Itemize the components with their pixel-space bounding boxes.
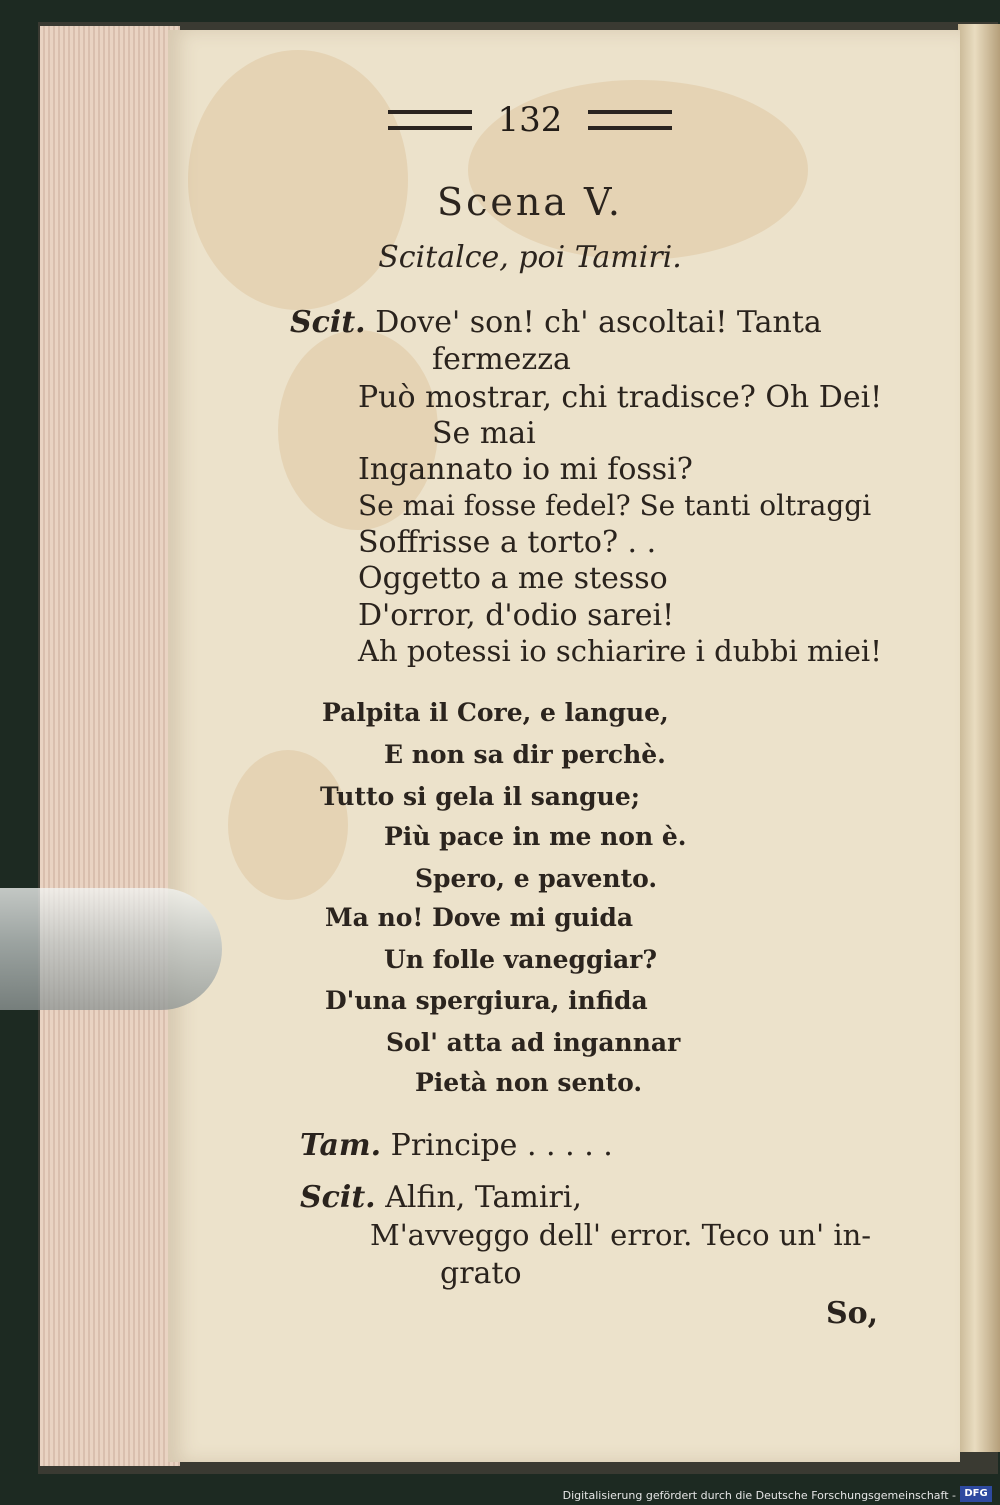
aria-line: Spero, e pavento. [415,864,658,893]
aria-line: E non sa dir perchè. [384,740,666,769]
line-text: Principe . . . . . [390,1128,613,1163]
aria-line: Palpita il Core, e langue, [322,698,669,727]
catchword: So, [826,1296,879,1331]
page-holder-ruler [0,888,222,1010]
aria-line: Pietà non sento. [415,1068,643,1097]
text-line: Oggetto a me stesso [358,561,668,596]
text-line: Soffrisse a torto? . . [358,525,657,560]
text-line [300,1180,582,1215]
aria-line: Sol' atta ad ingannar [386,1028,681,1057]
aria-line: Ma no! Dove mi guida [325,903,634,932]
text-line: Se mai fosse fedel? Se tanti oltraggi [358,489,872,522]
header-rule-right [588,110,672,130]
aria-line: D'una spergiura, infida [325,986,648,1015]
line-text: Dove' son! ch' ascoltai! Tanta [375,305,822,340]
text-line: D'orror, d'odio sarei! [358,598,675,633]
page-header [290,100,770,140]
text-line: Ah potessi io schiarire i dubbi miei! [358,634,882,668]
scene-title: Scena V. [437,180,623,224]
text-line: Può mostrar, chi tradisce? Oh Dei! [358,380,883,415]
text-line: M'avveggo dell' error. Teco un' in- [370,1218,872,1252]
paper-stain [228,750,348,900]
aria-line: Più pace in me non è. [384,822,687,851]
speaker-label: Tam. [300,1128,382,1163]
speaker-label: Scit. [290,305,366,340]
aria-line: Tutto si gela il sangue; [320,782,640,811]
text-line: fermezza [432,342,571,377]
digitization-credit: Digitalisierung gefördert durch die Deutsche Forschungsgemeinschaft - [562,1489,956,1502]
page-edges [40,26,180,1466]
scene-characters: Scitalce, poi Tamiri. [378,240,682,275]
line-text: Alfin, Tamiri, [385,1180,582,1215]
text-line [290,305,822,340]
text-line [300,1128,613,1163]
text-line: grato [440,1256,522,1291]
dfg-logo: DFG [960,1486,992,1502]
opposite-page-edge [958,24,1000,1452]
text-line: Ingannato io mi fossi? [358,452,693,487]
text-line: Se mai [432,416,536,451]
header-rule-left [388,110,472,130]
page-number: 132 [497,100,563,140]
speaker-label: Scit. [300,1180,376,1215]
aria-line: Un folle vaneggiar? [384,945,657,974]
